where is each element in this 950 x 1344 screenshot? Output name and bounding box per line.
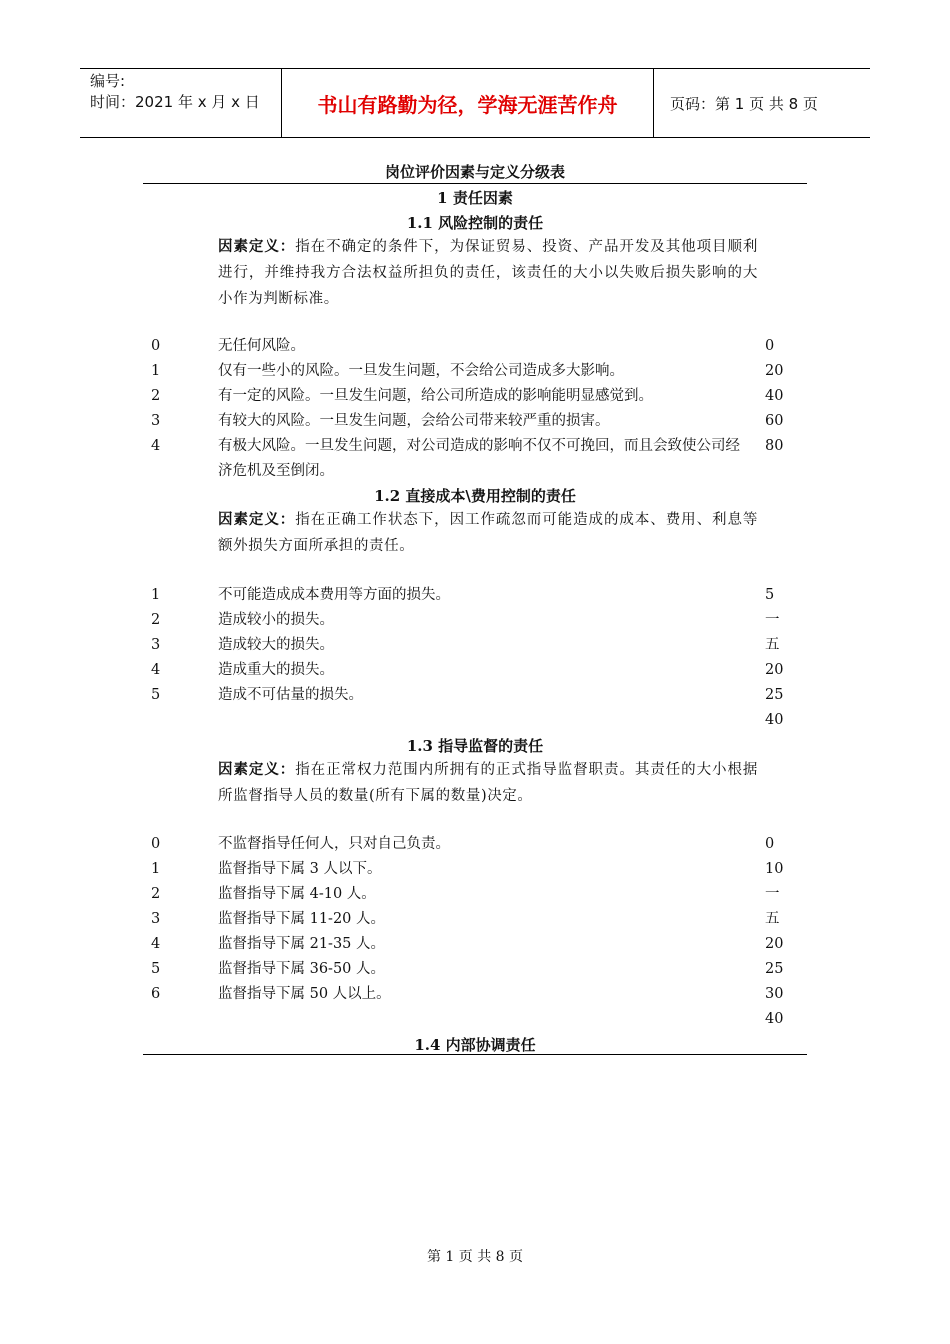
table-row <box>0 359 950 384</box>
bottom-rule <box>143 1054 807 1055</box>
section-1-3-definition <box>218 757 758 809</box>
level: 3 <box>151 413 161 429</box>
score: 25 <box>765 961 784 977</box>
score: 5 <box>765 587 775 603</box>
description: 监督指导下属 4-10 人。 <box>218 886 376 902</box>
level: 4 <box>151 438 161 454</box>
level: 2 <box>151 612 161 628</box>
score: 20 <box>765 363 784 379</box>
definition-text: 指在正常权力范围内所拥有的正式指导监督职责。其责任的大小根据所监督指导人员的数量(所有下属的数量)决定。 <box>218 762 759 804</box>
description: 不可能造成成本费用等方面的损失。 <box>218 587 450 603</box>
section-1-1-definition <box>218 234 758 312</box>
score: 40 <box>765 388 784 404</box>
description: 监督指导下属 11-20 人。 <box>218 911 386 927</box>
description: 仅有一些小的风险。一旦发生问题，不会给公司造成多大影响。 <box>218 363 624 379</box>
page-footer: 第 1 页 共 8 页 <box>426 1249 524 1265</box>
level: 3 <box>151 637 161 653</box>
score: 30 <box>765 986 784 1002</box>
level: 5 <box>151 687 161 703</box>
page-info-text: 页码：第 1 页 共 8 页 <box>670 94 818 113</box>
definition-label: 因素定义： <box>218 238 296 255</box>
table-row <box>0 334 950 359</box>
description: 无任何风险。 <box>218 338 305 354</box>
table-row <box>0 384 950 409</box>
definition-label: 因素定义： <box>218 761 296 778</box>
section-1-3-title: 1.3 指导监督的责任 <box>406 737 544 755</box>
description: 造成较大的损失。 <box>218 637 334 653</box>
table-row <box>0 683 950 708</box>
score: 60 <box>765 413 784 429</box>
score: 20 <box>765 936 784 952</box>
table-row <box>0 658 950 683</box>
score: 一 <box>765 612 780 628</box>
level: 4 <box>151 936 161 952</box>
description: 有较大的风险。一旦发生问题，会给公司带来较严重的损害。 <box>218 413 610 429</box>
description: 不监督指导任何人，只对自己负责。 <box>218 836 450 852</box>
level: 1 <box>151 861 161 877</box>
table-row <box>0 434 950 484</box>
description: 造成较小的损失。 <box>218 612 334 628</box>
description: 有一定的风险。一旦发生问题，给公司所造成的影响能明显感觉到。 <box>218 388 653 404</box>
table-row <box>0 633 950 658</box>
table-row <box>0 982 950 1007</box>
definition-text: 指在正确工作状态下，因工作疏忽而可能造成的成本、费用、利息等额外损失方面所承担的责任。 <box>218 512 759 554</box>
table-row-extra <box>0 1007 950 1032</box>
level: 3 <box>151 911 161 927</box>
score: 25 <box>765 687 784 703</box>
header-slogan: 书山有路勤为径，学海无涯苦作舟 <box>281 69 654 137</box>
table-row <box>0 832 950 857</box>
score: 五 <box>765 911 780 927</box>
level: 0 <box>151 836 161 852</box>
score: 五 <box>765 637 780 653</box>
title-rule <box>143 183 807 184</box>
table-row <box>0 932 950 957</box>
level: 1 <box>151 363 161 379</box>
score: 0 <box>765 836 775 852</box>
score: 20 <box>765 662 784 678</box>
level: 1 <box>151 587 161 603</box>
score: 一 <box>765 886 780 902</box>
table-row <box>0 857 950 882</box>
section-1-2-title: 1.2 直接成本\费用控制的责任 <box>374 487 576 505</box>
doc-date-label: 时间：2021 年 x 月 x 日 <box>90 93 260 111</box>
level: 2 <box>151 388 161 404</box>
doc-title: 岗位评价因素与定义分级表 <box>384 163 565 181</box>
level: 2 <box>151 886 161 902</box>
section-1-4-title: 1.4 内部协调责任 <box>414 1036 536 1054</box>
description: 监督指导下属 50 人以上。 <box>218 986 391 1002</box>
level: 0 <box>151 338 161 354</box>
section-1-title: 1 责任因素 <box>437 189 513 207</box>
level: 4 <box>151 662 161 678</box>
table-row <box>0 409 950 434</box>
section-1-1-title: 1.1 风险控制的责任 <box>406 214 544 232</box>
score: 80 <box>765 438 784 454</box>
description: 监督指导下属 21-35 人。 <box>218 936 386 952</box>
level: 6 <box>151 986 161 1002</box>
description: 监督指导下属 36-50 人。 <box>218 961 386 977</box>
definition-text: 指在不确定的条件下，为保证贸易、投资、产品开发及其他项目顺利进行，并维持我方合法权益所担负的责任，该责任的大小以失败后损失影响的大小作为判断标准。 <box>218 239 759 307</box>
description: 监督指导下属 3 人以下。 <box>218 861 382 877</box>
level: 5 <box>151 961 161 977</box>
table-row <box>0 583 950 608</box>
table-row <box>0 957 950 982</box>
table-row <box>0 907 950 932</box>
header-meta <box>80 69 280 137</box>
table-row <box>0 608 950 633</box>
page-header <box>80 68 870 138</box>
description: 有极大风险。一旦发生问题，对公司造成的影响不仅不可挽回，而且会致使公司经济危机及至倒闭。 <box>218 438 740 479</box>
section-1-2-definition <box>218 507 758 559</box>
definition-label: 因素定义： <box>218 511 296 528</box>
doc-number-label: 编号: <box>90 72 126 90</box>
table-row-extra <box>0 708 950 733</box>
score: 40 <box>765 1011 784 1027</box>
score: 40 <box>765 712 784 728</box>
score: 10 <box>765 861 784 877</box>
description: 造成重大的损失。 <box>218 662 334 678</box>
table-row <box>0 882 950 907</box>
score: 0 <box>765 338 775 354</box>
header-page-info <box>664 69 870 137</box>
description: 造成不可估量的损失。 <box>218 687 363 703</box>
